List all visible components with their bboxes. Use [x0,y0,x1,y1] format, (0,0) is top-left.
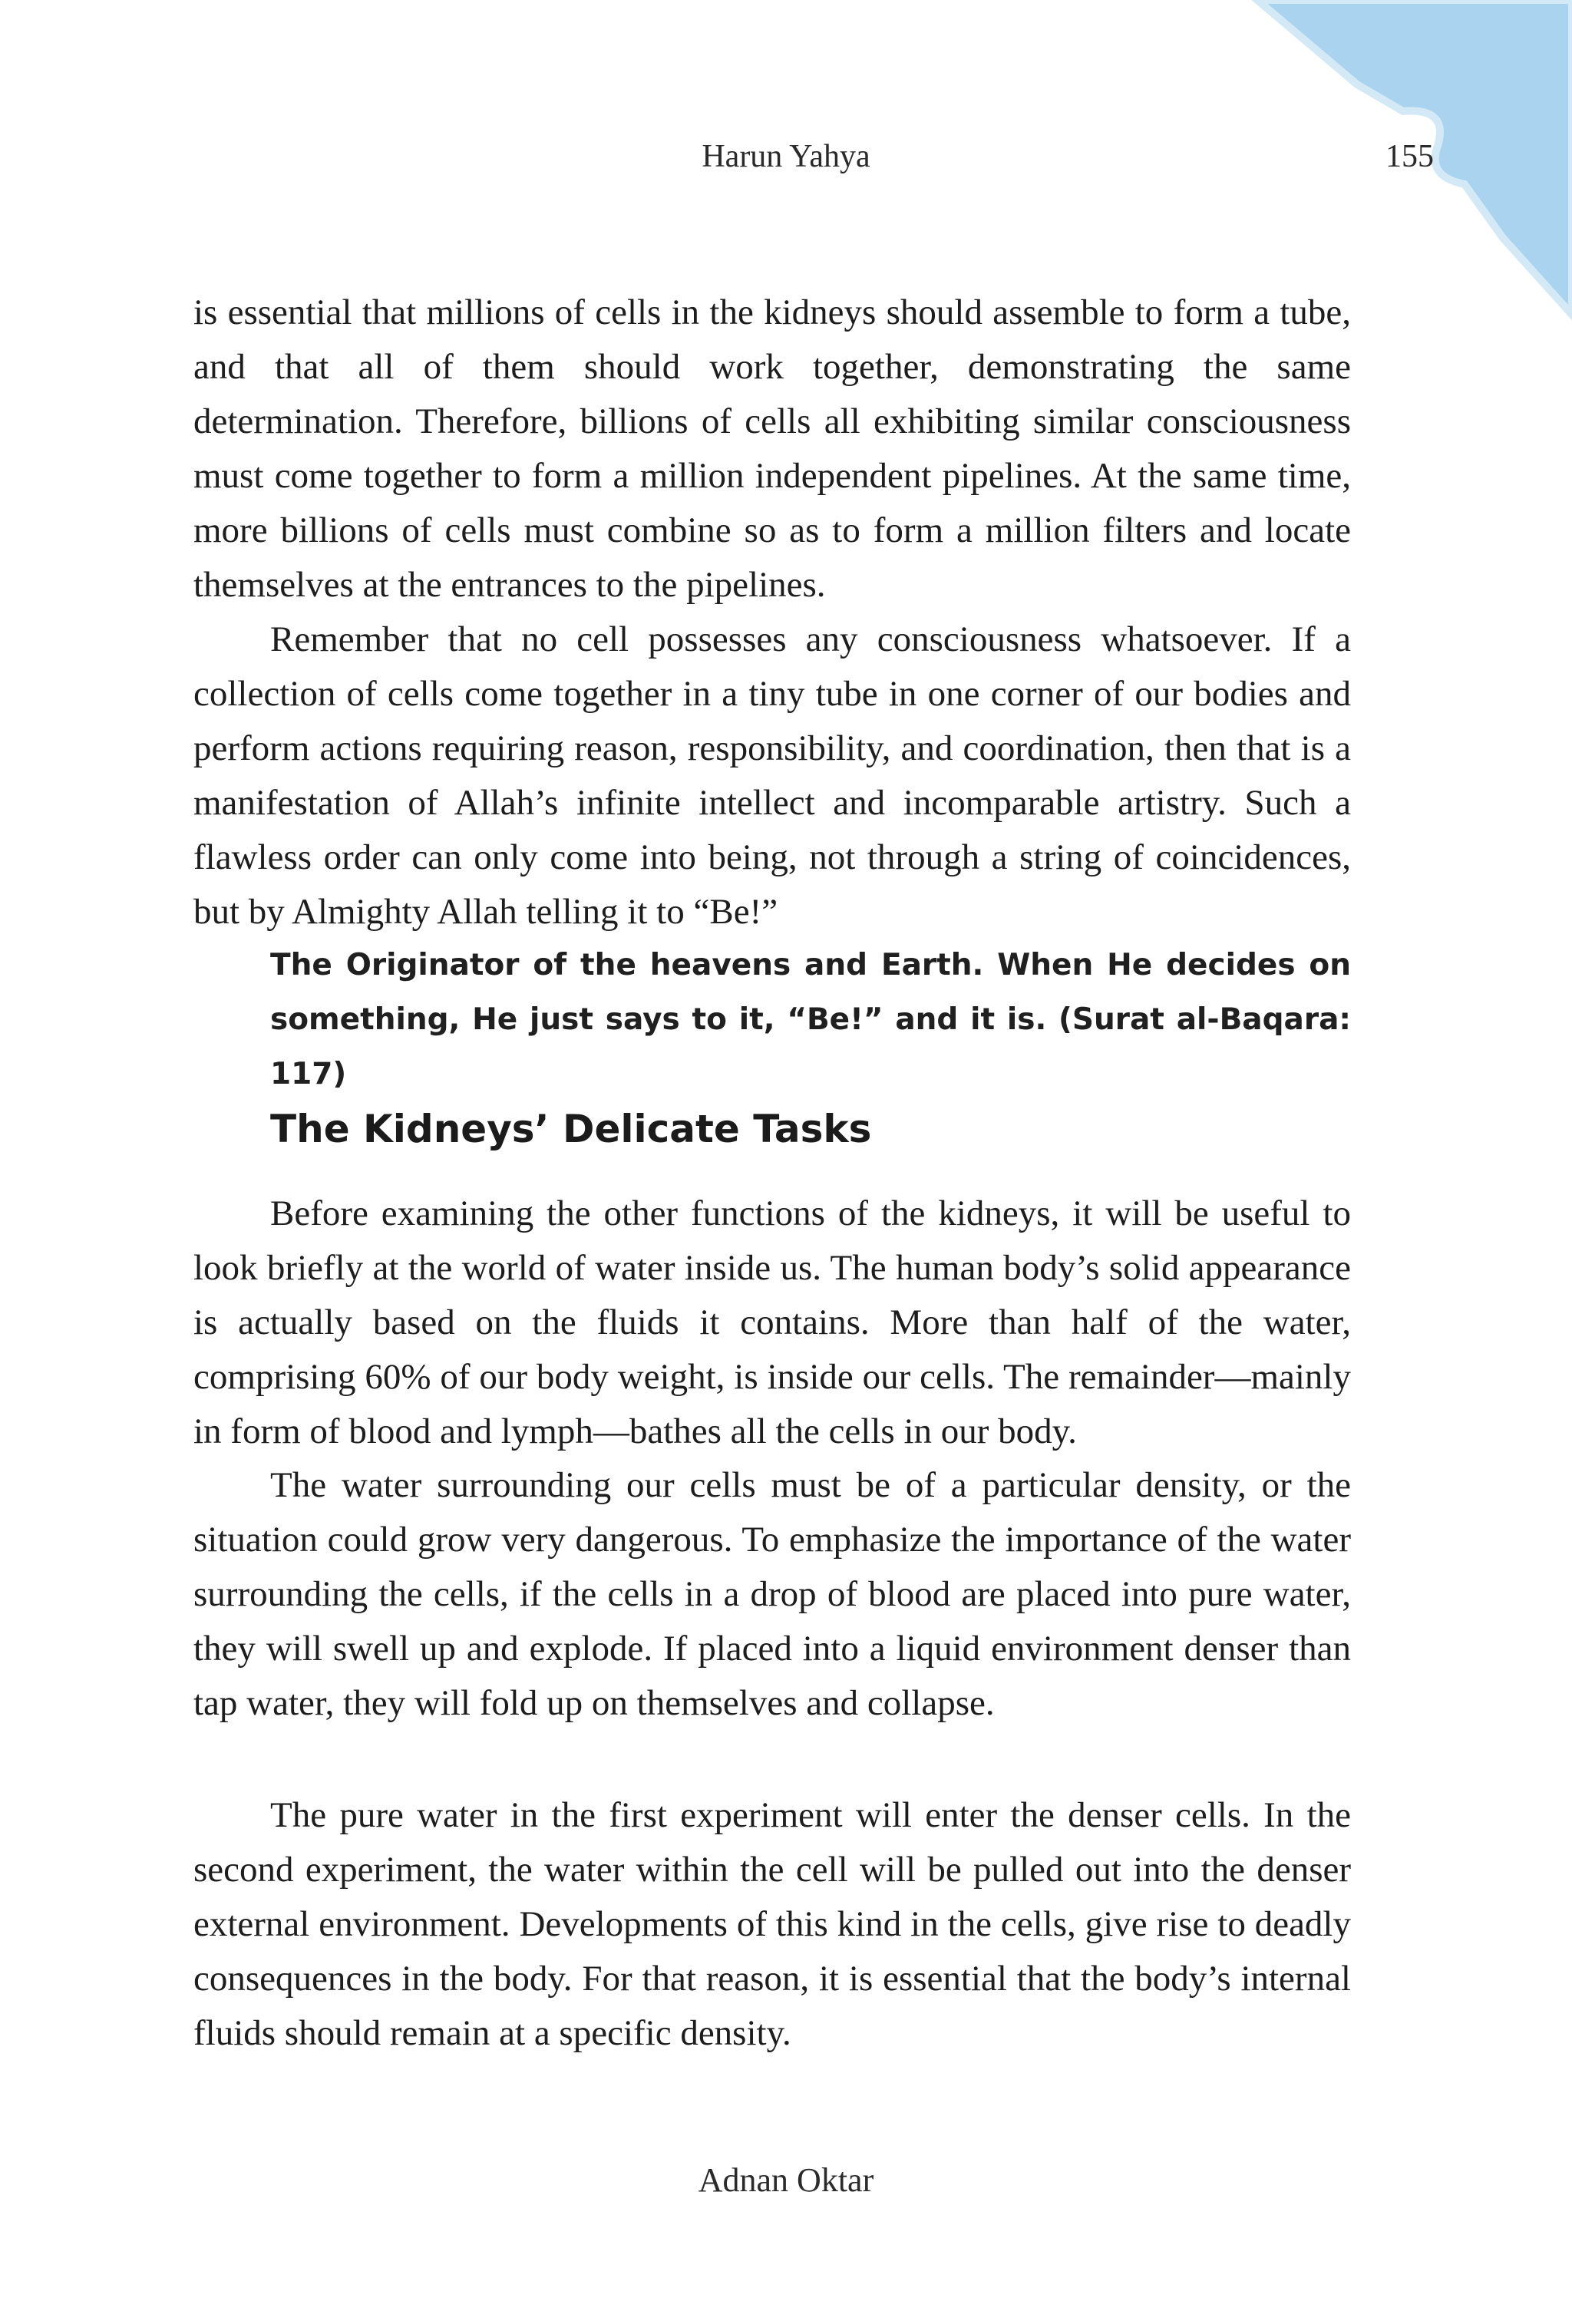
author-footer: Adnan Oktar [698,2161,874,2199]
section-heading: The Kidneys’ Delicate Tasks [270,1107,872,1151]
scripture-quote: The Originator of the heavens and Earth. When He decides on something, He just says to it, “Be!” and it is. (Surat al-Baqara: 117) [270,948,1351,1091]
paragraph-5: The pure water in the first experiment will enter the denser cells. In the second experiment, the water within the cell will be pulled out into the denser external environment. Developments of this kind in the cells, give rise to deadly consequences in the body. For that reason, it is essential that the body’s internal fluids should remain at a specific density. [193,1795,1351,2053]
running-title: Harun Yahya [702,139,870,174]
paragraph-4: The water surrounding our cells must be of a particular density, or the situation could grow very dangerous. To emphasize the importance of the water surrounding the cells, if the cells in a drop of blood are placed into pure water, they will swell up and explode. If placed into a liquid environment denser than tap water, they will fold up on themselves and collapse. [193,1465,1351,1723]
page-number: 155 [1385,139,1434,174]
paragraph-1: is essential that millions of cells in the kidneys should assemble to form a tube, and that all of them should work together, demonstrating the same determination. Therefore, billions of cells all exhibiting similar consciousness must come together to form a million independent pipelines. At the same time, more billions of cells must combine so as to form a million filters and locate themselves at the entrances to the pipelines. [193,292,1351,605]
paragraph-3: Before examining the other functions of the kidneys, it will be useful to look briefly at the world of water inside us. The human body’s solid appearance is actually based on the fluids it contains. More than half of the water, comprising 60% of our body weight, is inside our cells. The remainder—mainly in form of blood and lymph—bathes all the cells in our body. [193,1193,1351,1451]
paragraph-2: Remember that no cell possesses any consciousness whatsoever. If a collection of cells come together in a tiny tube in one corner of our bodies and perform actions requiring reason, responsibility, and coordination, then that is a manifestation of Allah’s infinite intellect and incomparable artistry. Such a flawless order can only come into being, not through a string of coincidences, but by Almighty Allah telling it to “Be!” [193,619,1351,932]
